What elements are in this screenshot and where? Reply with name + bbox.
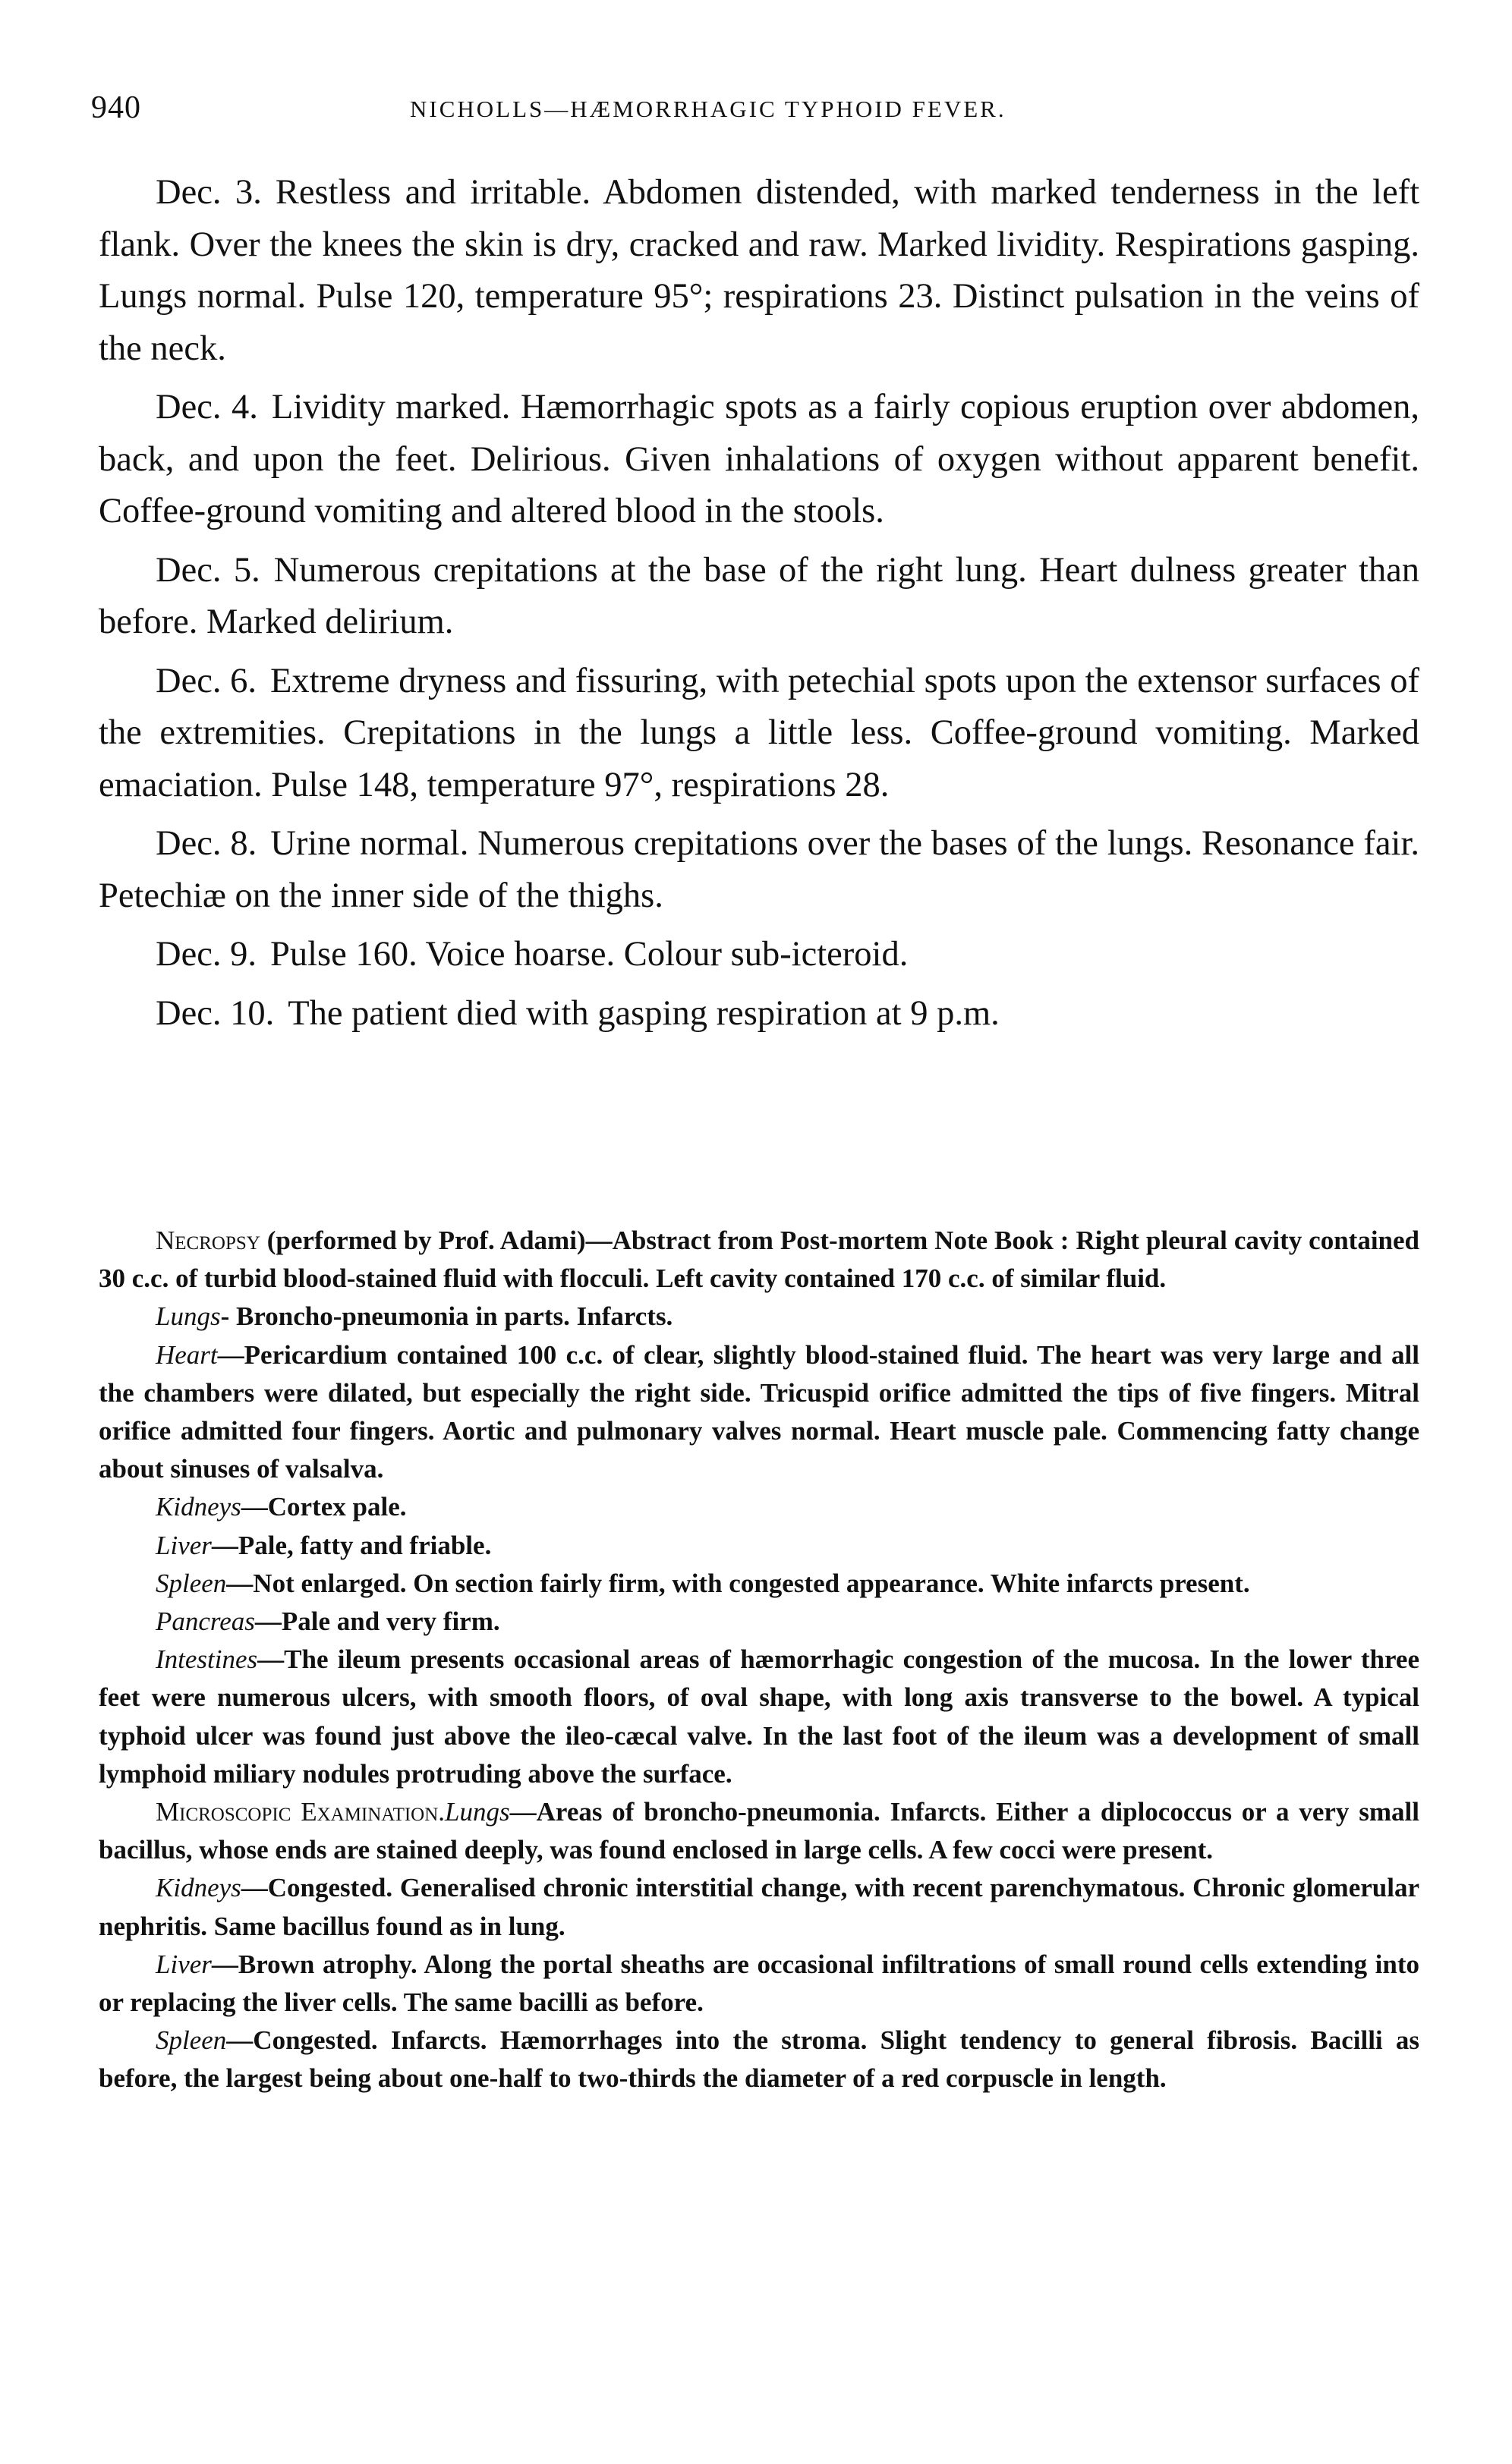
organ-text: —Cortex pale. — [241, 1492, 407, 1522]
organ-finding-intestines — [99, 1641, 1419, 1793]
organ-finding-lungs — [99, 1298, 1419, 1336]
entry-date: Dec. 6. — [156, 661, 257, 700]
entry-text: Extreme dryness and fissuring, with petechial spots upon the extensor surfaces of the extremities. Crepitations in the lungs a little less. Coffee-ground vomiting. Marked emaciation. Pulse 148, temperature 97°, respirations 28. — [99, 661, 1419, 804]
entry-date: Dec. 5. — [156, 550, 260, 590]
entry-text: Urine normal. Numerous crepitations over the bases of the lungs. Resonance fair. Petechiæ on the inner side of the thighs. — [99, 824, 1419, 915]
organ-text: —Pericardium contained 100 c.c. of clear, slightly blood-stained fluid. The heart was very large and all the chambers were dilated, but especially the right side. Tricuspid orifice admitted the tips of five fingers. Mitral orifice admitted four fingers. Aortic and pulmonary valves normal. Heart muscle pale. Commencing fatty change about sinuses of valsalva. — [99, 1339, 1419, 1484]
clinical-notes — [99, 167, 1419, 1046]
microscopic-lungs — [99, 1793, 1419, 1869]
entry-date: Dec. 3. — [156, 173, 262, 212]
organ-finding-spleen — [99, 1565, 1419, 1603]
organ-text: —Pale and very firm. — [254, 1606, 500, 1637]
clinical-entry — [99, 545, 1419, 649]
entry-text: Numerous crepitations at the base of the right lung. Heart dulness greater than before. Marked delirium. — [99, 550, 1419, 641]
organ-name: Intestines — [156, 1644, 258, 1675]
organ-finding-kidneys — [99, 1488, 1419, 1526]
necropsy-intro-text: (performed by Prof. Adami)—Abstract from Post-mortem Note Book : Right pleural cavity contained 30 c.c. of turbid blood-stained fluid with flocculi. Left cavity contained 170 c.c. of similar fluid. — [99, 1226, 1420, 1294]
organ-name: Kidneys — [156, 1873, 241, 1903]
entry-text: The patient died with gasping respiration at 9 p.m. — [288, 993, 1000, 1033]
organ-name: Kidneys — [156, 1492, 241, 1522]
entry-text: Restless and irritable. Abdomen distended, with marked tenderness in the left flank. Over the knees the skin is dry, cracked and raw. Marked lividity. Respirations gasping. Lungs normal. Pulse 120, temperature 95°; respirations 23. Distinct pulsation in the veins of the neck. — [99, 173, 1419, 368]
necropsy-section — [99, 1222, 1419, 2098]
running-title: NICHOLLS—HÆMORRHAGIC TYPHOID FEVER. — [410, 96, 1006, 122]
page-number: 940 — [91, 90, 141, 125]
microscopic-heading: Microscopic Examination. — [156, 1797, 446, 1827]
entry-date: Dec. 9. — [156, 935, 257, 974]
clinical-entry — [99, 929, 1419, 981]
entry-date: Dec. 8. — [156, 824, 257, 863]
necropsy-heading: Necropsy — [156, 1226, 260, 1255]
organ-name: Spleen — [156, 2025, 227, 2056]
organ-name: Lungs — [445, 1797, 510, 1827]
microscopic-liver — [99, 1946, 1419, 2022]
organ-name: Heart — [156, 1339, 218, 1370]
entry-text: Lividity marked. Hæmorrhagic spots as a fairly copious eruption over abdomen, back, and upon the feet. Delirious. Given inhalations of oxygen without apparent benefit. Coffee-ground vomiting and altered blood in the stools. — [99, 388, 1419, 530]
organ-finding-heart — [99, 1336, 1419, 1489]
organ-finding-pancreas — [99, 1603, 1419, 1641]
microscopic-spleen — [99, 2022, 1419, 2097]
organ-text: —Not enlarged. On section fairly firm, with congested appearance. White infarcts present. — [226, 1568, 1250, 1598]
entry-text: Pulse 160. Voice hoarse. Colour sub-icteroid. — [269, 935, 909, 974]
organ-text: —Pale, fatty and friable. — [211, 1530, 492, 1560]
organ-finding-liver — [99, 1527, 1419, 1565]
clinical-entry — [99, 382, 1419, 538]
organ-text: —Areas of broncho-pneumonia. Infarcts. Either a diplococcus or a very small bacillus, whose ends are stained deeply, was found enclosed in large cells. A few cocci were present. — [99, 1797, 1419, 1865]
organ-name: Liver — [156, 1949, 212, 1979]
organ-text: —The ileum presents occasional areas of hæmorrhagic congestion of the mucosa. In the lower three feet were numerous ulcers, with smooth floors, of oval shape, with long axis transverse to the bowel. A typical typhoid ulcer was found just above the ileo-cæcal valve. In the last foot of the ileum was a development of small lymphoid miliary nodules protruding above the surface. — [99, 1644, 1419, 1789]
organ-name: Lungs — [156, 1301, 221, 1332]
organ-name: Pancreas — [156, 1606, 255, 1637]
organ-text: —Brown atrophy. Along the portal sheaths are occasional infiltrations of small round cells extending into or replacing the liver cells. The same bacilli as before. — [99, 1949, 1419, 2018]
necropsy-intro — [99, 1222, 1419, 1298]
organ-name: Spleen — [156, 1568, 227, 1598]
organ-name: Liver — [156, 1530, 212, 1560]
clinical-entry — [99, 818, 1419, 922]
microscopic-kidneys — [99, 1869, 1419, 1945]
entry-date: Dec. 10. — [156, 993, 275, 1033]
clinical-entry — [99, 656, 1419, 812]
clinical-entry — [99, 167, 1419, 375]
clinical-entry — [99, 988, 1419, 1040]
organ-text: —Congested. Generalised chronic interstitial change, with recent parenchymatous. Chronic glomerular nephritis. Same bacillus found as in lung. — [99, 1873, 1419, 1941]
entry-date: Dec. 4. — [156, 388, 258, 426]
organ-text: —Congested. Infarcts. Hæmorrhages into the stroma. Slight tendency to general fibrosis. Bacilli as before, the largest being about one-half to two-thirds the diameter of a red corpuscle in length. — [99, 2025, 1419, 2094]
organ-text: - Broncho-pneumonia in parts. Infarcts. — [220, 1301, 673, 1332]
page-header — [91, 90, 1419, 135]
